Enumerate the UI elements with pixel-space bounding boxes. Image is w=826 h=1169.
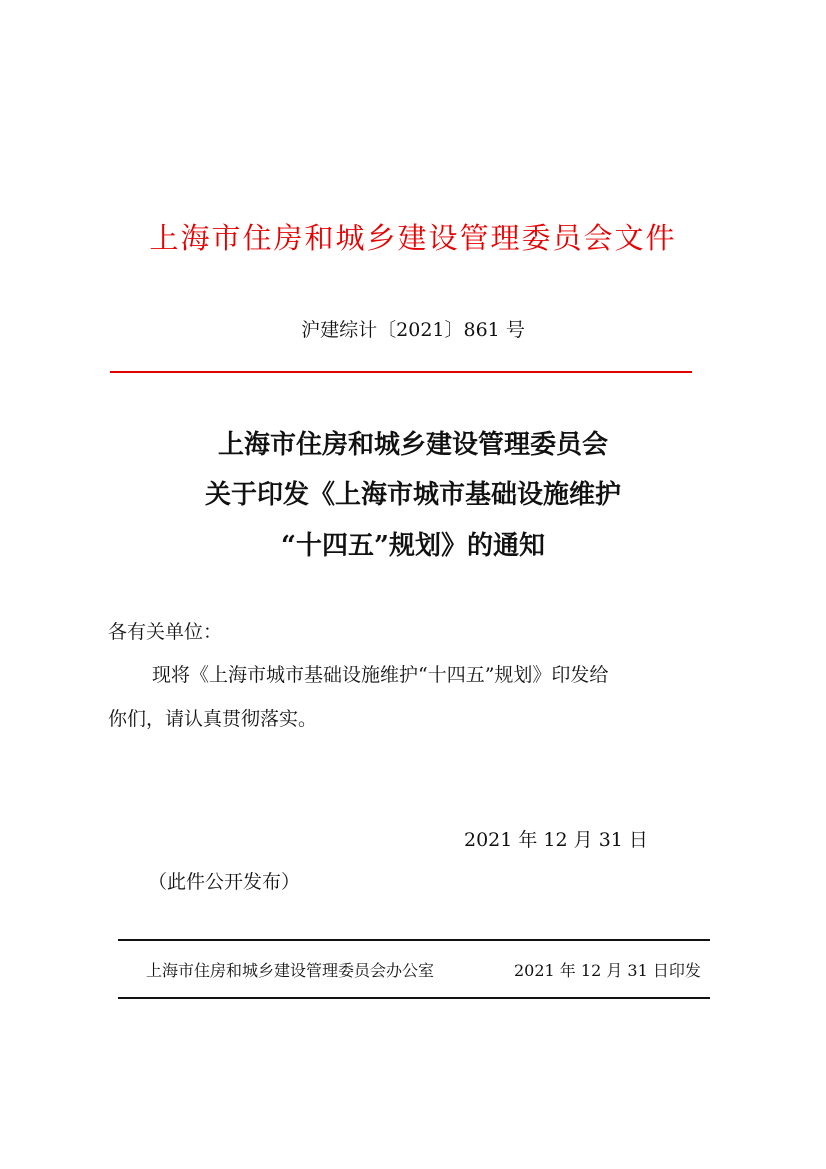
footer-bottom-rule [118, 997, 710, 999]
notice-title-line-2: 关于印发《上海市城市基础设施维护 [204, 480, 621, 510]
footer-issuing-office: 上海市住房和城乡建设管理委员会办公室 [146, 961, 435, 980]
footer-top-rule [118, 939, 710, 941]
public-release-note: （此件公开发布） [148, 871, 301, 893]
notice-title-line-1: 上海市住房和城乡建设管理委员会 [217, 430, 608, 460]
footer-print-date: 2021 年 12 月 31 日印发 [514, 961, 701, 980]
body-paragraph-line-2: 你们，请认真贯彻落实。 [108, 708, 318, 730]
document-issuer-header: 上海市住房和城乡建设管理委员会文件 [149, 221, 677, 255]
salutation: 各有关单位： [108, 621, 223, 643]
red-divider-line [110, 371, 692, 373]
body-paragraph-line-1: 现将《上海市城市基础设施维护“十四五”规划》印发给 [152, 664, 609, 686]
notice-title-line-3: “十四五”规划》的通知 [281, 531, 545, 561]
document-number: 沪建综计〔2021〕861 号 [301, 319, 525, 341]
signature-date: 2021 年 12 月 31 日 [464, 829, 648, 851]
